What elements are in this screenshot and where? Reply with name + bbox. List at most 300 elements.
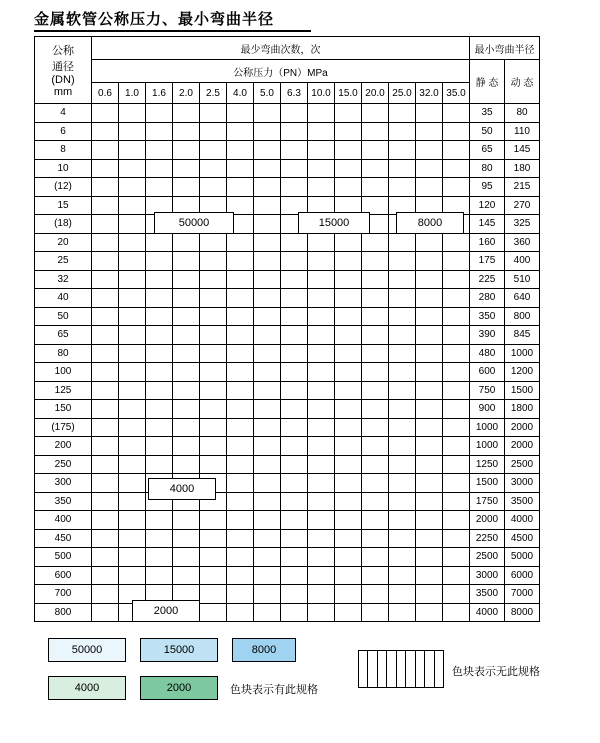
dynamic-radius-value: 5000 xyxy=(505,548,540,567)
grid-cell xyxy=(254,307,281,326)
grid-cell xyxy=(254,233,281,252)
grid-cell xyxy=(119,548,146,567)
grid-cell xyxy=(281,603,308,622)
dn-value: 25 xyxy=(35,252,92,271)
grid-cell xyxy=(362,381,389,400)
grid-cell xyxy=(443,529,470,548)
grid-cell xyxy=(308,529,335,548)
static-radius-value: 600 xyxy=(470,363,505,382)
grid-cell xyxy=(308,585,335,604)
dynamic-radius-value: 4000 xyxy=(505,511,540,530)
grid-cell xyxy=(308,122,335,141)
grid-cell xyxy=(335,289,362,308)
grid-cell xyxy=(119,344,146,363)
static-radius-value: 160 xyxy=(470,233,505,252)
grid-cell xyxy=(389,418,416,437)
grid-cell xyxy=(254,122,281,141)
grid-cell xyxy=(335,437,362,456)
grid-cell xyxy=(173,270,200,289)
grid-cell xyxy=(362,122,389,141)
grid-cell xyxy=(362,437,389,456)
grid-cell xyxy=(146,344,173,363)
grid-cell xyxy=(389,566,416,585)
grid-cell xyxy=(308,307,335,326)
dynamic-radius-value: 1200 xyxy=(505,363,540,382)
grid-cell xyxy=(389,363,416,382)
grid-cell xyxy=(146,270,173,289)
grid-cell xyxy=(146,381,173,400)
grid-cell xyxy=(335,159,362,178)
dn-value: 32 xyxy=(35,270,92,289)
dynamic-radius-value: 845 xyxy=(505,326,540,345)
hatch-stripe xyxy=(425,651,434,687)
grid-cell xyxy=(146,437,173,456)
table-row xyxy=(35,141,540,160)
dn-value: 50 xyxy=(35,307,92,326)
dynamic-radius-value: 400 xyxy=(505,252,540,271)
grid-cell xyxy=(362,492,389,511)
grid-cell xyxy=(119,122,146,141)
min-radius-header: 最小弯曲半径 xyxy=(470,37,540,60)
dn-value: 40 xyxy=(35,289,92,308)
grid-cell xyxy=(200,381,227,400)
table-row xyxy=(35,418,540,437)
grid-cell xyxy=(362,400,389,419)
static-radius-value: 1250 xyxy=(470,455,505,474)
dn-value: 200 xyxy=(35,437,92,456)
grid-cell xyxy=(389,252,416,271)
grid-cell xyxy=(281,566,308,585)
legend-note-hatch: 色块表示无此规格 xyxy=(452,665,540,678)
grid-cell xyxy=(389,529,416,548)
legend-box-15000 xyxy=(140,638,218,662)
grid-cell xyxy=(281,381,308,400)
dn-value: (175) xyxy=(35,418,92,437)
grid-cell xyxy=(146,122,173,141)
grid-cell xyxy=(308,548,335,567)
static-radius-value: 390 xyxy=(470,326,505,345)
grid-cell xyxy=(254,141,281,160)
static-radius-value: 80 xyxy=(470,159,505,178)
grid-cell xyxy=(281,270,308,289)
grid-cell xyxy=(308,326,335,345)
grid-cell xyxy=(281,585,308,604)
legend-note-color: 色块表示有此规格 xyxy=(230,683,318,696)
pressure-col-header: 6.3 xyxy=(281,83,308,104)
table-row xyxy=(35,492,540,511)
grid-cell xyxy=(173,344,200,363)
static-radius-value: 1000 xyxy=(470,418,505,437)
grid-cell xyxy=(200,511,227,530)
grid-cell xyxy=(146,400,173,419)
grid-cell xyxy=(227,307,254,326)
grid-cell xyxy=(227,585,254,604)
grid-cell xyxy=(281,548,308,567)
grid-cell xyxy=(92,252,119,271)
dynamic-radius-value: 640 xyxy=(505,289,540,308)
grid-cell xyxy=(146,363,173,382)
grid-cell xyxy=(92,529,119,548)
grid-cell xyxy=(443,307,470,326)
grid-cell xyxy=(335,548,362,567)
grid-cell xyxy=(146,289,173,308)
grid-cell xyxy=(362,585,389,604)
static-radius-value: 1750 xyxy=(470,492,505,511)
table-row xyxy=(35,159,540,178)
grid-cell xyxy=(200,437,227,456)
static-radius-value: 35 xyxy=(470,104,505,123)
dn-value: 250 xyxy=(35,455,92,474)
dn-value: 350 xyxy=(35,492,92,511)
grid-cell xyxy=(254,178,281,197)
grid-cell xyxy=(335,418,362,437)
dn-header-line2: 通径 xyxy=(52,61,74,73)
grid-cell xyxy=(92,141,119,160)
dn-value: 300 xyxy=(35,474,92,493)
grid-cell xyxy=(308,511,335,530)
grid-cell xyxy=(227,492,254,511)
grid-cell xyxy=(308,233,335,252)
grid-cell xyxy=(362,418,389,437)
grid-cell xyxy=(119,159,146,178)
grid-cell xyxy=(362,603,389,622)
grid-cell xyxy=(92,215,119,234)
grid-cell xyxy=(443,252,470,271)
grid-cell xyxy=(254,603,281,622)
dynamic-radius-value: 510 xyxy=(505,270,540,289)
grid-cell xyxy=(119,215,146,234)
grid-cell xyxy=(173,400,200,419)
grid-cell xyxy=(281,289,308,308)
dynamic-radius-value: 8000 xyxy=(505,603,540,622)
legend-label-2000: 2000 xyxy=(166,682,192,694)
table-row xyxy=(35,603,540,622)
grid-cell xyxy=(173,418,200,437)
dynamic-radius-value: 80 xyxy=(505,104,540,123)
grid-cell xyxy=(281,252,308,271)
static-radius-value: 900 xyxy=(470,400,505,419)
dynamic-radius-value: 180 xyxy=(505,159,540,178)
grid-cell xyxy=(389,289,416,308)
grid-cell xyxy=(119,252,146,271)
grid-cell xyxy=(389,326,416,345)
grid-cell xyxy=(92,474,119,493)
legend-label-15000: 15000 xyxy=(163,644,195,656)
dn-value: 15 xyxy=(35,196,92,215)
grid-cell xyxy=(92,326,119,345)
grid-cell xyxy=(146,307,173,326)
pressure-col-header: 5.0 xyxy=(254,83,281,104)
grid-cell xyxy=(308,474,335,493)
grid-cell xyxy=(443,437,470,456)
grid-cell xyxy=(416,326,443,345)
grid-cell xyxy=(254,511,281,530)
grid-cell xyxy=(389,492,416,511)
grid-cell xyxy=(389,548,416,567)
grid-cell xyxy=(227,381,254,400)
grid-cell xyxy=(335,400,362,419)
grid-cell xyxy=(281,307,308,326)
grid-cell xyxy=(308,270,335,289)
grid-cell xyxy=(173,141,200,160)
grid-cell xyxy=(119,437,146,456)
grid-cell xyxy=(416,418,443,437)
dn-value: 10 xyxy=(35,159,92,178)
grid-cell xyxy=(254,344,281,363)
grid-cell xyxy=(227,474,254,493)
table-row xyxy=(35,178,540,197)
grid-cell xyxy=(254,418,281,437)
grid-cell xyxy=(92,585,119,604)
grid-cell xyxy=(200,363,227,382)
grid-cell xyxy=(335,529,362,548)
grid-cell xyxy=(308,455,335,474)
grid-cell xyxy=(416,381,443,400)
grid-cell xyxy=(389,455,416,474)
table-head xyxy=(35,37,540,104)
table-row xyxy=(35,122,540,141)
grid-cell xyxy=(281,529,308,548)
grid-cell xyxy=(362,289,389,308)
dn-value: (18) xyxy=(35,215,92,234)
static-radius-value: 65 xyxy=(470,141,505,160)
grid-cell xyxy=(416,363,443,382)
grid-cell xyxy=(200,566,227,585)
pressure-col-header: 32.0 xyxy=(416,83,443,104)
grid-cell xyxy=(443,233,470,252)
grid-cell xyxy=(119,381,146,400)
grid-cell xyxy=(416,437,443,456)
legend-box-8000 xyxy=(232,638,296,662)
grid-cell xyxy=(416,141,443,160)
static-radius-value: 280 xyxy=(470,289,505,308)
grid-cell xyxy=(362,548,389,567)
grid-cell xyxy=(146,326,173,345)
grid-cell xyxy=(389,603,416,622)
grid-cell xyxy=(254,585,281,604)
title-underline xyxy=(34,30,311,32)
grid-cell xyxy=(416,603,443,622)
grid-cell xyxy=(254,215,281,234)
grid-cell xyxy=(389,141,416,160)
static-radius-value: 480 xyxy=(470,344,505,363)
pressure-col-header: 2.0 xyxy=(173,83,200,104)
grid-cell xyxy=(200,159,227,178)
grid-cell xyxy=(389,159,416,178)
grid-cell xyxy=(443,548,470,567)
grid-cell xyxy=(254,159,281,178)
grid-cell xyxy=(92,455,119,474)
static-radius-value: 120 xyxy=(470,196,505,215)
grid-cell xyxy=(119,270,146,289)
grid-cell xyxy=(227,511,254,530)
grid-cell xyxy=(200,418,227,437)
grid-cell xyxy=(443,270,470,289)
grid-cell xyxy=(416,511,443,530)
grid-cell xyxy=(173,104,200,123)
grid-cell xyxy=(119,326,146,345)
table-row xyxy=(35,529,540,548)
legend-label-50000: 50000 xyxy=(71,644,103,656)
grid-cell xyxy=(308,418,335,437)
grid-cell xyxy=(281,437,308,456)
grid-cell xyxy=(92,437,119,456)
callout-box: 15000 xyxy=(298,212,370,234)
grid-cell xyxy=(416,270,443,289)
grid-cell xyxy=(362,159,389,178)
grid-cell xyxy=(443,455,470,474)
grid-cell xyxy=(362,455,389,474)
grid-cell xyxy=(416,548,443,567)
grid-cell xyxy=(92,566,119,585)
grid-cell xyxy=(254,270,281,289)
grid-cell xyxy=(416,474,443,493)
table-row xyxy=(35,326,540,345)
dn-value: 8 xyxy=(35,141,92,160)
legend-label-4000: 4000 xyxy=(74,682,100,694)
grid-cell xyxy=(443,104,470,123)
static-radius-value: 1500 xyxy=(470,474,505,493)
grid-cell xyxy=(227,344,254,363)
grid-cell xyxy=(227,289,254,308)
callout-box: 8000 xyxy=(396,212,464,234)
grid-cell xyxy=(92,178,119,197)
grid-cell xyxy=(416,585,443,604)
grid-cell xyxy=(362,363,389,382)
dn-value: 450 xyxy=(35,529,92,548)
grid-cell xyxy=(443,474,470,493)
static-radius-value: 3000 xyxy=(470,566,505,585)
grid-cell xyxy=(200,252,227,271)
static-radius-value: 2250 xyxy=(470,529,505,548)
grid-cell xyxy=(119,455,146,474)
header-row-1 xyxy=(35,37,540,60)
grid-cell xyxy=(443,363,470,382)
dn-value: 700 xyxy=(35,585,92,604)
grid-cell xyxy=(200,233,227,252)
grid-cell xyxy=(227,326,254,345)
table-row xyxy=(35,363,540,382)
grid-cell xyxy=(389,400,416,419)
grid-cell xyxy=(92,307,119,326)
pressure-header: 公称压力（PN）MPa xyxy=(92,60,470,83)
static-radius-value: 95 xyxy=(470,178,505,197)
grid-cell xyxy=(119,400,146,419)
grid-cell xyxy=(281,122,308,141)
grid-cell xyxy=(173,363,200,382)
grid-cell xyxy=(254,289,281,308)
grid-cell xyxy=(173,178,200,197)
dn-value: 800 xyxy=(35,603,92,622)
grid-cell xyxy=(362,233,389,252)
grid-cell xyxy=(308,252,335,271)
grid-cell xyxy=(146,511,173,530)
grid-cell xyxy=(146,104,173,123)
grid-cell xyxy=(362,252,389,271)
grid-cell xyxy=(227,270,254,289)
grid-cell xyxy=(281,492,308,511)
grid-cell xyxy=(92,196,119,215)
grid-cell xyxy=(308,437,335,456)
grid-cell xyxy=(443,492,470,511)
dynamic-radius-value: 1500 xyxy=(505,381,540,400)
grid-cell xyxy=(416,122,443,141)
grid-cell xyxy=(92,418,119,437)
grid-cell xyxy=(308,289,335,308)
grid-cell xyxy=(416,529,443,548)
grid-cell xyxy=(119,511,146,530)
grid-cell xyxy=(281,326,308,345)
grid-cell xyxy=(281,104,308,123)
table-row xyxy=(35,289,540,308)
grid-cell xyxy=(173,233,200,252)
grid-cell xyxy=(200,455,227,474)
grid-cell xyxy=(254,437,281,456)
legend-label-8000: 8000 xyxy=(251,644,277,656)
grid-cell xyxy=(335,474,362,493)
grid-cell xyxy=(227,603,254,622)
dn-value: 65 xyxy=(35,326,92,345)
grid-cell xyxy=(281,344,308,363)
grid-cell xyxy=(416,455,443,474)
grid-cell xyxy=(443,159,470,178)
grid-cell xyxy=(200,603,227,622)
grid-cell xyxy=(92,363,119,382)
grid-cell xyxy=(92,492,119,511)
grid-cell xyxy=(416,307,443,326)
grid-cell xyxy=(362,178,389,197)
grid-cell xyxy=(254,548,281,567)
grid-cell xyxy=(146,141,173,160)
grid-cell xyxy=(200,178,227,197)
grid-cell xyxy=(146,252,173,271)
grid-cell xyxy=(254,252,281,271)
dynamic-radius-value: 1800 xyxy=(505,400,540,419)
grid-cell xyxy=(416,400,443,419)
pressure-col-header: 20.0 xyxy=(362,83,389,104)
hatch-stripe xyxy=(387,651,396,687)
grid-cell xyxy=(119,418,146,437)
grid-cell xyxy=(443,344,470,363)
grid-cell xyxy=(335,363,362,382)
grid-cell xyxy=(335,455,362,474)
table-row xyxy=(35,585,540,604)
table-row xyxy=(35,381,540,400)
grid-cell xyxy=(416,252,443,271)
static-radius-value: 2500 xyxy=(470,548,505,567)
static-radius-value: 145 xyxy=(470,215,505,234)
grid-cell xyxy=(173,529,200,548)
grid-cell xyxy=(335,233,362,252)
grid-cell xyxy=(389,437,416,456)
header-row-3 xyxy=(35,83,540,104)
grid-cell xyxy=(416,344,443,363)
grid-cell xyxy=(416,159,443,178)
grid-cell xyxy=(173,326,200,345)
grid-cell xyxy=(92,159,119,178)
grid-cell xyxy=(227,141,254,160)
dynamic-radius-value: 3000 xyxy=(505,474,540,493)
dn-value: (12) xyxy=(35,178,92,197)
static-radius-value: 1000 xyxy=(470,437,505,456)
grid-cell xyxy=(200,548,227,567)
pressure-col-header: 15.0 xyxy=(335,83,362,104)
dynamic-radius-value: 215 xyxy=(505,178,540,197)
hatch-stripe xyxy=(378,651,387,687)
grid-cell xyxy=(119,529,146,548)
table-row xyxy=(35,455,540,474)
grid-cell xyxy=(227,529,254,548)
